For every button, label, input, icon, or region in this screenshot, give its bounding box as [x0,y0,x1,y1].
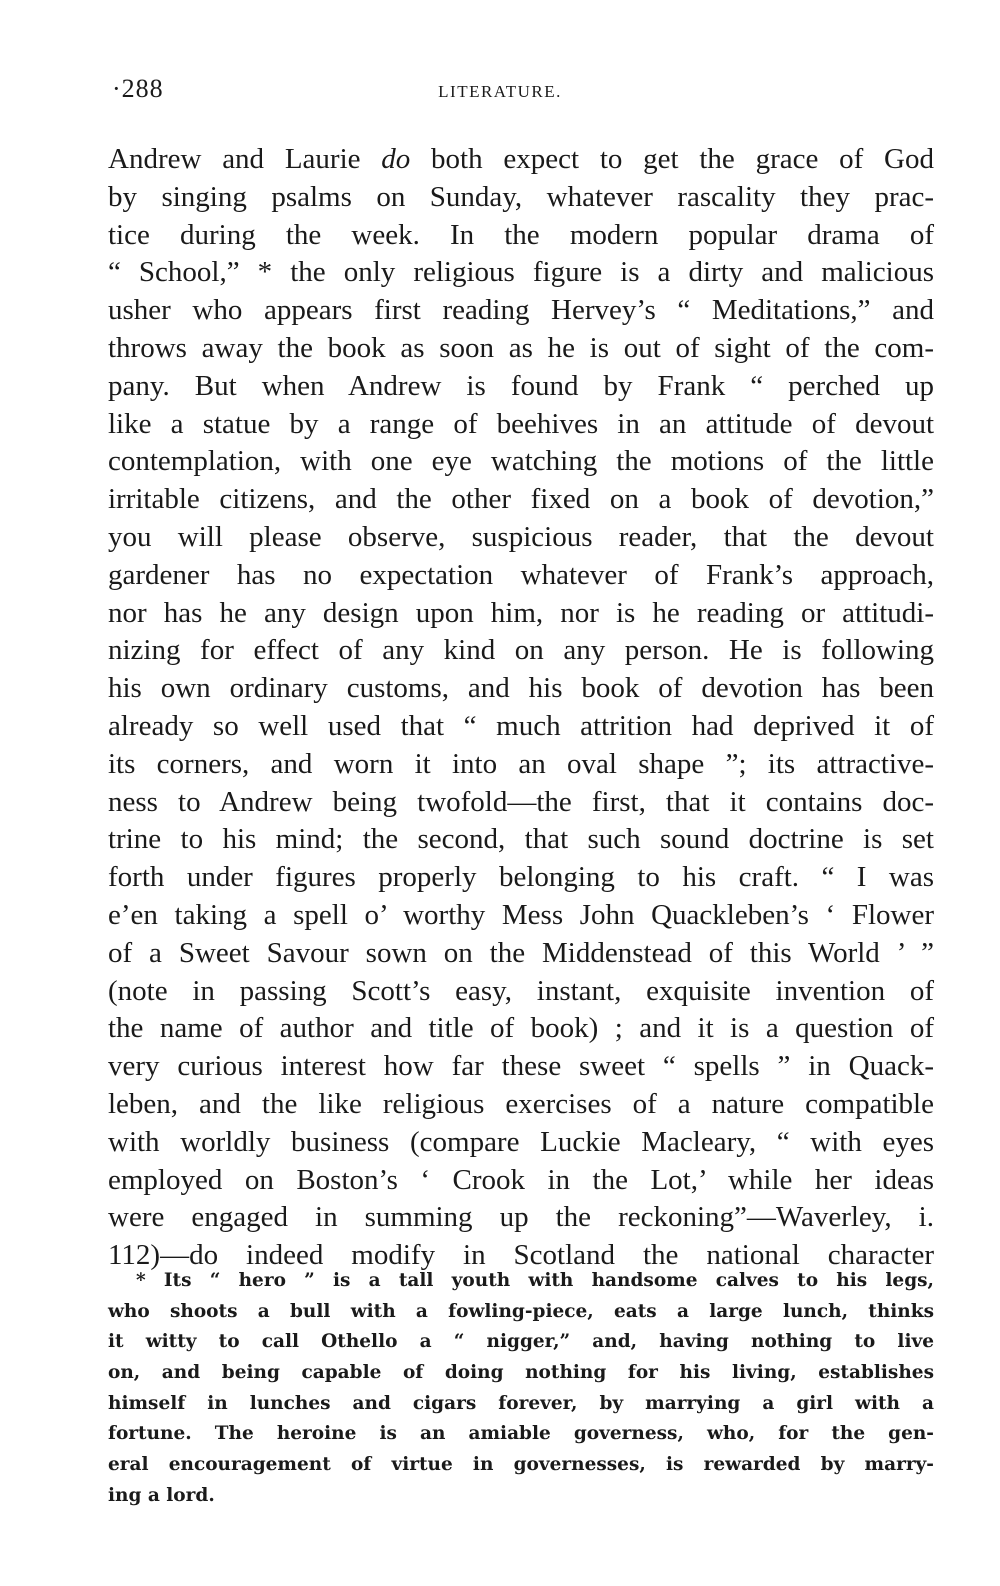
body-line: pany. But when Andrew is found by Frank “ perched up [108,369,934,402]
body-line: nor has he any design upon him, nor is he reading or attitudi- [108,596,934,629]
body-line: 112)—do indeed modify in Scotland the national character [108,1239,934,1272]
body-line: (note in passing Scott’s easy, instant, exquisite invention of [108,974,934,1007]
body-line: “ School,” * the only religious figure is a dirty and malicious [108,256,934,289]
footnote [108,1266,934,1512]
body-line: you will please observe, suspicious reader, that the devout [108,520,934,553]
italic-word: do [381,143,411,175]
body-line: e’en taking a spell o’ worthy Mess John Quackleben’s ‘ Flower [108,898,934,931]
body-line: his own ordinary customs, and his book of devotion has been [108,672,934,705]
body-line: contemplation, with one eye watching the motions of the little [108,445,934,478]
body-line: throws away the book as soon as he is out of sight of the com- [108,331,934,364]
body-line-text: Andrew and Laurie [108,143,382,175]
body-line: by singing psalms on Sunday, whatever rascality they prac- [108,180,934,213]
footnote-line: on, and being capable of doing nothing for his living, establishes [108,1362,934,1384]
body-line: already so well used that “ much attrition had deprived it of [108,709,934,742]
body-line-text: both expect to get the grace of God [410,143,934,175]
footnote-line: ing a lord. [108,1484,215,1506]
body-line: very curious interest how far these sweet “ spells ” in Quack- [108,1050,934,1083]
footnote-line: who shoots a bull with a fowling-piece, eats a large lunch, thinks [108,1300,934,1322]
body-line: its corners, and worn it into an oval shape ”; its attractive- [108,747,934,780]
body-line: the name of author and title of book) ; and it is a question of [108,1012,934,1045]
body-line: forth under figures properly belonging to his craft. “ I was [108,861,934,894]
body-line: like a statue by a range of beehives in an attitude of devout [108,407,934,440]
body-line: of a Sweet Savour sown on the Middenstead of this World ’ ” [108,936,934,969]
page-number: ·288 [112,74,164,103]
body-line: were engaged in summing up the reckoning”—Waverley, i. [108,1201,934,1234]
footnote-line: himself in lunches and cigars forever, by marrying a girl with a [108,1392,934,1414]
body-line: leben, and the like religious exercises of a nature compatible [108,1087,934,1120]
body-line: trine to his mind; the second, that such sound doctrine is set [108,823,934,856]
body-line: employed on Boston’s ‘ Crook in the Lot,’ while her ideas [108,1163,934,1196]
body-line: with worldly business (compare Luckie Macleary, “ with eyes [108,1125,934,1158]
body-line: usher who appears first reading Hervey’s “ Meditations,” and [108,294,934,327]
body-text [108,141,934,1275]
body-line: irritable citizens, and the other fixed on a book of devotion,” [108,483,934,516]
body-line: tice during the week. In the modern popular drama of [108,218,934,251]
footnote-line: * Its “ hero ” is a tall youth with handsome calves to his legs, [136,1270,934,1291]
footnote-line: eral encouragement of virtue in governesses, is rewarded by marry- [108,1454,934,1476]
footnote-line: it witty to call Othello a “ nigger,” and, having nothing to live [108,1331,934,1353]
running-head: LITERATURE. [438,82,562,101]
body-line: nizing for effect of any kind on any person. He is following [108,634,934,667]
footnote-line: fortune. The heroine is an amiable governess, who, for the gen- [108,1423,934,1445]
body-line [108,141,934,179]
body-line: gardener has no expectation whatever of Frank’s approach, [108,558,934,591]
body-line: ness to Andrew being twofold—the first, that it contains doc- [108,785,934,818]
